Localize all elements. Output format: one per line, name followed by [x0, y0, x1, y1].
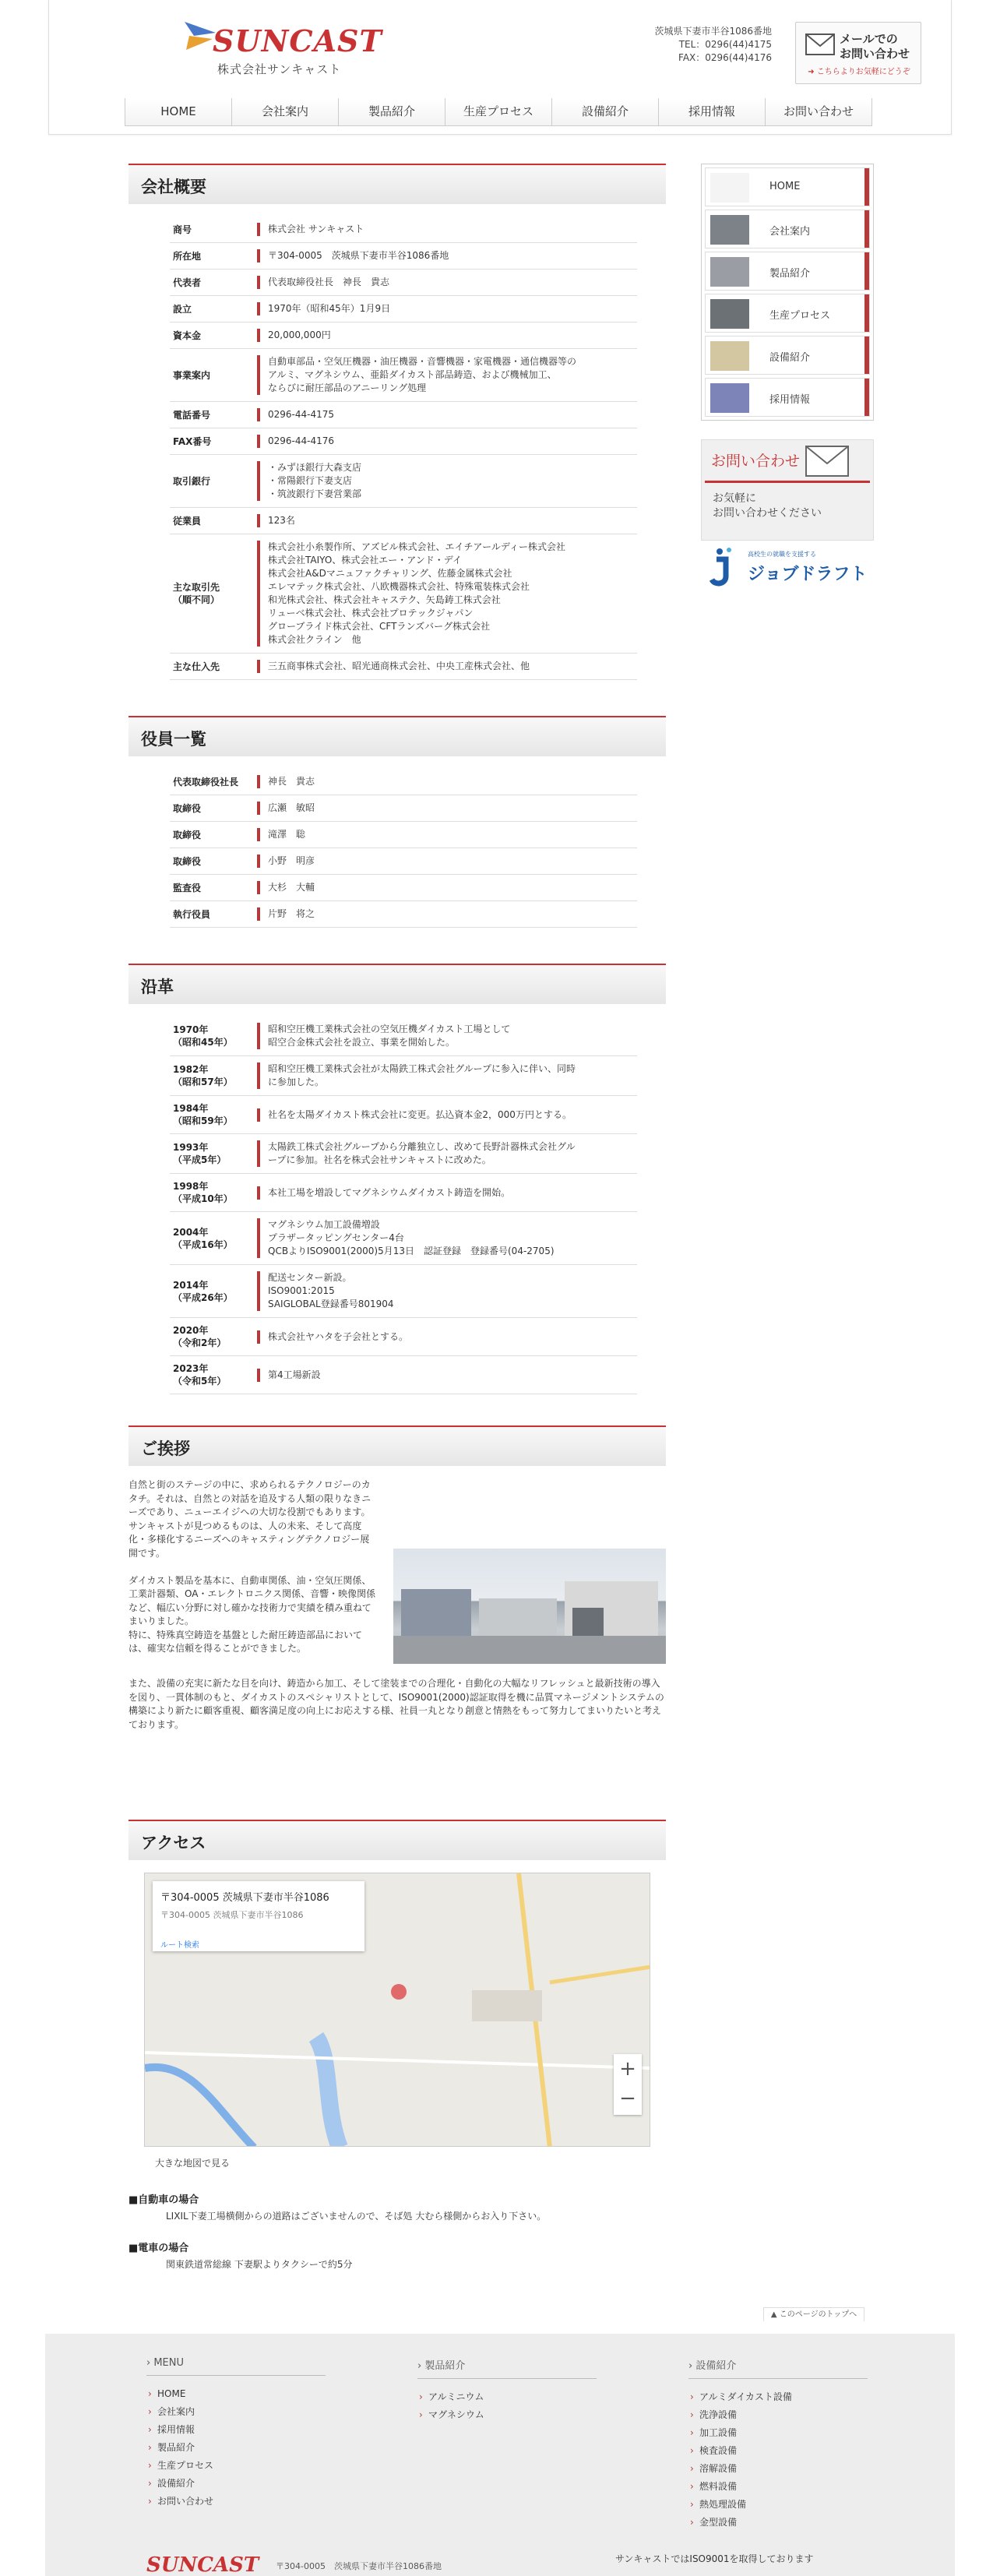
chevron-right-icon: › [417, 2360, 425, 2372]
header-tel: TEL：0296(44)4175 [678, 39, 772, 50]
overview-table [170, 217, 637, 680]
footer-menu-title: › MENU [146, 2357, 326, 2376]
history-row [170, 1212, 637, 1265]
sidebar-item[interactable] [705, 336, 870, 375]
envelope-icon [805, 33, 835, 55]
footer-equipment-column [688, 2357, 868, 2532]
google-map[interactable] [144, 1873, 650, 2147]
zoom-out-icon[interactable]: − [619, 2087, 636, 2110]
footer-link[interactable]: › アルミダイカスト設備 [688, 2388, 868, 2406]
overview-row [170, 508, 637, 534]
footer-link[interactable]: › 溶解設備 [688, 2460, 868, 2478]
sidebar-item[interactable] [705, 210, 870, 248]
history-row-value: 株式会社ヤハタを子会社とする。 [257, 1330, 637, 1344]
overview-row-label: 代表者 [173, 277, 202, 288]
sidebar-inquiry-banner[interactable] [701, 439, 874, 541]
nav-contact[interactable]: お問い合わせ [765, 98, 872, 126]
section-heading-greeting: ご挨拶 [129, 1425, 666, 1466]
officer-row [170, 822, 637, 848]
history-row-value: 本社工場を増設してマグネシウムダイカスト鋳造を開始。 [257, 1186, 637, 1200]
sidebar-item-accent [864, 294, 869, 332]
sidebar-thumbnail [710, 383, 749, 413]
officer-row-label: 取締役 [173, 855, 202, 867]
officer-row-label: 執行役員 [173, 908, 211, 920]
sidebar-item-label: HOME [769, 181, 801, 192]
history-row-label: 1982年 （昭和57年） [173, 1064, 233, 1087]
history-row-label: 1993年 （平成5年） [173, 1142, 227, 1165]
footer-link[interactable]: › お問い合わせ [146, 2493, 326, 2511]
footer-link[interactable]: › 採用情報 [146, 2421, 326, 2439]
overview-row [170, 402, 637, 428]
caret-up-icon: ▲ [770, 2310, 780, 2319]
large-map-link[interactable]: 大きな地図で見る [155, 2158, 231, 2169]
history-row [170, 1134, 637, 1174]
overview-row-value: 〒304-0005 茨城県下妻市半谷1086番地 [257, 249, 637, 263]
mail-contact-button[interactable] [795, 22, 921, 84]
footer-products-title: › 製品紹介 [417, 2357, 597, 2379]
history-row-label: 2020年 （令和2年） [173, 1325, 227, 1348]
sidebar-item-accent [864, 337, 869, 374]
officer-row [170, 901, 637, 928]
sidebar-thumbnail [710, 299, 749, 329]
history-row-label: 1984年 （昭和59年） [173, 1103, 233, 1126]
overview-row [170, 270, 637, 296]
section-heading-overview: 会社概要 [129, 164, 666, 204]
history-row [170, 1356, 637, 1394]
officer-row-value: 滝澤 聡 [257, 828, 637, 841]
overview-row [170, 349, 637, 402]
sidebar-item-accent [864, 210, 869, 248]
footer-equipment-title: › 設備紹介 [688, 2357, 868, 2379]
officer-row-value: 小野 明彦 [257, 855, 637, 868]
officer-row-label: 取締役 [173, 802, 202, 814]
officer-row [170, 795, 637, 822]
overview-row [170, 322, 637, 349]
car-text: LIXIL下妻工場横側からの道路はございませんので、そば処 大むら様側からお入り下さい。 [166, 2211, 547, 2222]
overview-row-value: 三五商事株式会社、昭光通商株式会社、中央工産株式会社、他 [257, 660, 637, 673]
nav-products[interactable]: 製品紹介 [338, 98, 445, 126]
history-row [170, 1096, 637, 1134]
officer-row-value: 広瀬 敏昭 [257, 802, 637, 815]
footer-link[interactable]: › 生産プロセス [146, 2457, 326, 2475]
footer-link[interactable]: › 設備紹介 [146, 2475, 326, 2493]
overview-row [170, 217, 637, 243]
footer-address: 〒304-0005 茨城県下妻市半谷1086番地 [276, 2561, 442, 2571]
greeting-block [129, 1478, 666, 1806]
overview-row-value: 123名 [257, 514, 637, 527]
mail-button-title: メールでの お問い合わせ [840, 32, 910, 61]
sidebar-thumbnail [710, 341, 749, 371]
overview-row-value: 1970年（昭和45年）1月9日 [257, 302, 637, 315]
train-text: 関東鉄道常総線 下妻駅よりタクシーで約5分 [166, 2259, 353, 2270]
footer-link[interactable]: › 製品紹介 [146, 2439, 326, 2457]
footer-menu-column [146, 2357, 326, 2511]
officer-row-value: 片野 将之 [257, 907, 637, 921]
officer-row-value: 大杉 大輔 [257, 881, 637, 894]
overview-row-value: 代表取締役社長 神長 貴志 [257, 276, 637, 289]
overview-row-label: 商号 [173, 224, 192, 235]
overview-row [170, 654, 637, 680]
officer-row [170, 875, 637, 901]
inquiry-title: お問い合わせ [711, 453, 801, 470]
history-row [170, 1318, 637, 1356]
logo-text: SUNCAST [213, 23, 382, 58]
overview-row-label: 資本金 [173, 329, 202, 341]
sidebar-item[interactable] [705, 378, 870, 417]
jobdraft-caption: 高校生の就職を支援する [748, 551, 816, 558]
map-zoom-control [614, 2054, 642, 2115]
footer-products-column [417, 2357, 597, 2424]
footer-link[interactable]: › 熱処理設備 [688, 2496, 868, 2514]
greeting-text-2: また、設備の充実に新たな目を向け、鋳造から加工、そして塗装までの合理化・自動化の大幅なリフレッシュと最新技術の導入を図り、一貫体制のもと、ダイカストのスペシャリストとして、ISO9001(2000)認証取得を機に品質マネージメントシステムの構築により新たに顧客重視、顧客満足度の向上にお応えする様、社員一丸となり創意と情熱をもって努力してまいりたいと考えております。 [129, 1678, 664, 1730]
overview-row-label: 主な仕入先 [173, 661, 220, 672]
history-row-value: 社名を太陽ダイカスト株式会社に変更。払込資本金2，000万円とする。 [257, 1108, 637, 1122]
officer-row [170, 769, 637, 795]
history-row-label: 2004年 （平成16年） [173, 1226, 233, 1250]
main-content [129, 164, 666, 2271]
overview-row-value: 20,000,000円 [257, 329, 637, 342]
history-row [170, 1265, 637, 1318]
history-row-value: 昭和空圧機工業株式会社の空気圧機ダイカスト工場として 昭空合金株式会社を設立、事業を開始した。 [257, 1023, 637, 1049]
overview-row-label: 電話番号 [173, 409, 211, 421]
history-row-value: 太陽鉄工株式会社グループから分離独立し、改めて長野計器株式会社グル ープに参加。社名を株式会社サンキャストに改めた。 [257, 1140, 637, 1167]
officer-row-label: 監査役 [173, 882, 202, 893]
nav-recruit[interactable]: 採用情報 [658, 98, 765, 126]
overview-row [170, 534, 637, 654]
inquiry-divider [705, 481, 870, 483]
map-info-card [153, 1881, 364, 1951]
section-heading-history: 沿革 [129, 964, 666, 1004]
overview-row-label: FAX番号 [173, 435, 212, 447]
history-row [170, 1017, 637, 1056]
zoom-in-icon[interactable]: + [619, 2057, 636, 2081]
mail-button-sub: ➜ こちらよりお気軽にどうぞ [808, 68, 910, 76]
section-heading-officers: 役員一覧 [129, 716, 666, 756]
overview-row-value: 0296-44-4176 [257, 435, 637, 448]
officer-row-label: 取締役 [173, 829, 202, 840]
overview-row-value: ・みずほ銀行大森支店 ・常陽銀行下妻支店 ・筑波銀行下妻営業部 [257, 461, 637, 501]
nav-company[interactable]: 会社案内 [231, 98, 338, 126]
inquiry-sub: お気軽に お問い合わせください [713, 492, 822, 520]
section-heading-access: アクセス [129, 1820, 666, 1860]
sidebar-item[interactable] [705, 252, 870, 291]
sidebar-item-label: 製品紹介 [769, 268, 811, 280]
overview-row-value: 自動車部品・空気圧機器・油圧機器・音響機器・家電機器・通信機器等の アルミ、マグネシウム、亜鉛ダイカスト部品鋳造、および機械加工、 ならびに耐圧部品のアニーリング処理 [257, 355, 637, 395]
sidebar-item[interactable] [705, 167, 870, 206]
sidebar-item-accent [864, 168, 869, 206]
jobdraft-name: ジョブドラフト [748, 565, 868, 584]
greeting-text: 自然と街のステージの中に、求められるテクノロジーのカタチ。それは、自然との対話を追及する人類の限りなきニーズであり、ニューエイジへの大切な役割でもあります。サンキャストが見つめるものは、人の未来、そして高度化・多様化するニーズへのキャスティングテクノロジー展開です。 ダイカスト製品を基本に、自動車関係、油・空気圧関係、工業計器類、OA・エレクトロニクス関係、音響・映像関係など、幅広い分野に対し確かな技術力で実績を積み重ねてまいりました。 特に、特殊真空鋳造を基盤とした耐圧鋳造部品においては、確実な信頼を得ることができました。 [129, 1479, 376, 1654]
history-row [170, 1174, 637, 1212]
contact-info [594, 25, 772, 65]
car-heading: ■自動車の場合 [129, 2194, 199, 2206]
nav-equipment[interactable]: 設備紹介 [551, 98, 658, 126]
overview-row [170, 243, 637, 270]
overview-row-value: 株式会社 サンキャスト [257, 223, 637, 236]
overview-row-label: 主な取引先 （順不同） [173, 582, 220, 605]
overview-row-value: 株式会社小糸製作所、アズビル株式会社、エイチアールディー株式会社 株式会社TAIYO、株式会社エー・アンド・デイ 株式会社A&Dマニュファクチャリング、佐藤金属株式会社 エレマテック株式会社、八欧機器株式会社、特殊電装株式会社 和光株式会社、株式会社キャステク、矢島鋳工株式会社 リューベ株式会社、株式会社プロテックジャパン グローブライド株式会社、CFTランズバーグ株式会社 株式会社クライン 他 [257, 541, 637, 647]
page-top-link[interactable]: ▲ このページのトップへ [763, 2307, 864, 2321]
overview-row-value: 0296-44-4175 [257, 408, 637, 421]
footer-link[interactable]: › 金型設備 [688, 2514, 868, 2532]
arrow-circle-icon: ➜ [808, 68, 817, 76]
overview-row-label: 所在地 [173, 250, 202, 262]
sidebar-item-label: 採用情報 [769, 394, 811, 406]
sidebar-item-label: 会社案内 [769, 226, 811, 238]
sidebar-thumbnail [710, 173, 749, 203]
site-footer [45, 2334, 955, 2576]
overview-row-label: 従業員 [173, 515, 202, 527]
history-row-label: 1998年 （平成10年） [173, 1181, 233, 1204]
footer-link[interactable]: › 燃料設備 [688, 2478, 868, 2496]
footer-iso-note: サンキャストではISO9001を取得しております [615, 2553, 814, 2564]
history-row-value: 第4工場新設 [257, 1369, 637, 1382]
footer-link[interactable]: › 検査設備 [688, 2442, 868, 2460]
overview-row [170, 296, 637, 322]
history-row-label: 2014年 （平成26年） [173, 1279, 233, 1303]
footer-link[interactable]: › 加工設備 [688, 2424, 868, 2442]
sidebar-item[interactable] [705, 294, 870, 333]
sidebar-thumbnail [710, 215, 749, 245]
history-row-value: 昭和空圧機工業株式会社が太陽鉄工株式会社グループに参入に伴い、同時 に参加した。 [257, 1062, 637, 1089]
officer-row-label: 代表取締役社長 [173, 776, 239, 788]
sidebar-thumbnail [710, 257, 749, 287]
map-card-title: 〒304-0005 茨城県下妻市半谷1086 [160, 1892, 329, 1904]
company-name: 株式会社サンキャスト [217, 62, 342, 76]
chevron-right-icon: › [688, 2360, 696, 2372]
officer-row [170, 848, 637, 875]
overview-row-label: 取引銀行 [173, 475, 211, 487]
chevron-right-icon: › [146, 2357, 154, 2369]
map-card-link[interactable]: ルート検索 [160, 1941, 199, 1950]
officer-row-value: 神長 貴志 [257, 775, 637, 788]
jobdraft-banner[interactable] [706, 545, 869, 592]
overview-row [170, 455, 637, 508]
history-table [170, 1017, 637, 1394]
train-heading: ■電車の場合 [129, 2243, 189, 2254]
header-fax: FAX：0296(44)4176 [678, 52, 772, 63]
history-row-label: 1970年 （昭和45年） [173, 1024, 233, 1048]
factory-photo [393, 1549, 666, 1664]
header-address: 茨城県下妻市半谷1086番地 [654, 26, 772, 37]
sidebar-item-accent [864, 252, 869, 290]
footer-link[interactable]: › アルミニウム [417, 2388, 597, 2406]
overview-row-label: 事業案内 [173, 369, 211, 381]
history-row-value: マグネシウム加工設備増設 プラザータッピングセンター4台 QCBよりISO9001(2000)5月13日 認証登録 登録番号(04-2705) [257, 1218, 637, 1258]
sidebar-item-label: 設備紹介 [769, 352, 811, 364]
overview-row-label: 設立 [173, 303, 192, 315]
envelope-icon [805, 443, 851, 479]
footer-link[interactable]: › マグネシウム [417, 2406, 597, 2424]
sidebar-item-accent [864, 379, 869, 416]
jobdraft-logo-icon [706, 545, 743, 589]
footer-link[interactable]: › 洗浄設備 [688, 2406, 868, 2424]
history-row [170, 1056, 637, 1096]
global-nav [125, 98, 872, 126]
nav-home[interactable]: HOME [125, 98, 231, 126]
history-row-label: 2023年 （令和5年） [173, 1363, 227, 1387]
map-card-sub: 〒304-0005 茨城県下妻市半谷1086 [160, 1910, 304, 1920]
sidebar-nav [701, 164, 874, 421]
footer-link[interactable]: › HOME [146, 2385, 326, 2403]
overview-row [170, 428, 637, 455]
sidebar [701, 164, 874, 584]
footer-logo[interactable]: SUNCAST [146, 2553, 259, 2576]
nav-process[interactable]: 生産プロセス [445, 98, 551, 126]
sidebar-item-label: 生産プロセス [769, 310, 831, 322]
officers-table [170, 769, 637, 928]
history-row-value: 配送センター新設。 ISO9001:2015 SAIGLOBAL登録番号801904 [257, 1271, 637, 1311]
footer-link[interactable]: › 会社案内 [146, 2403, 326, 2421]
